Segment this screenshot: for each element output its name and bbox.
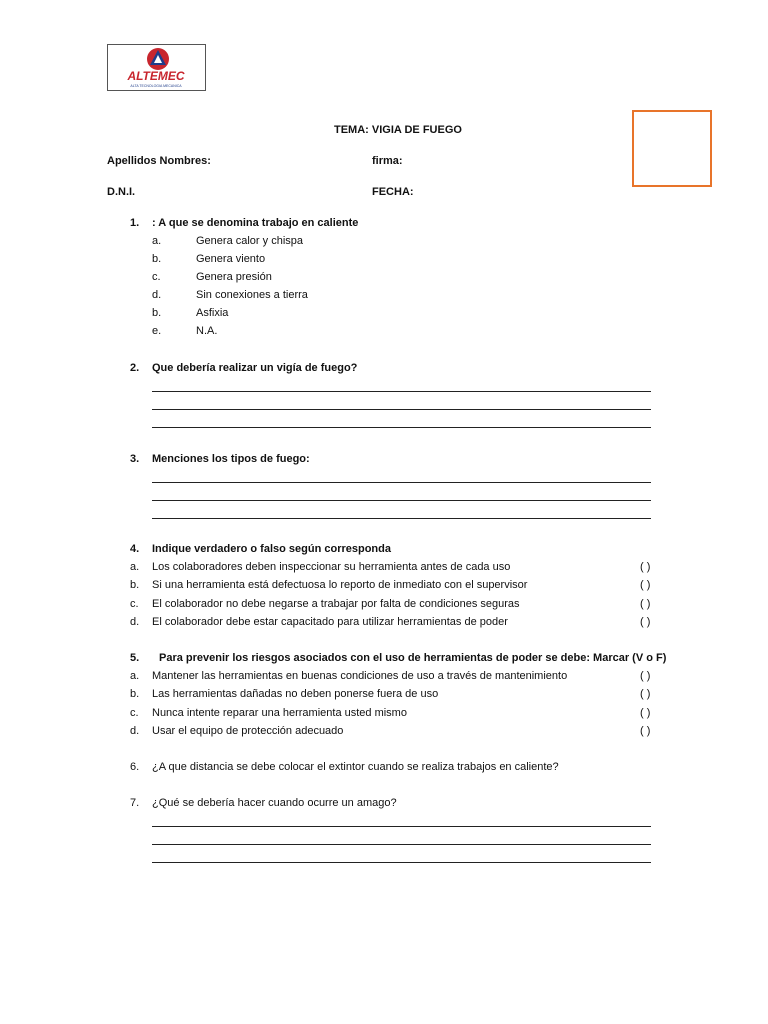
item-text: El colaborador debe estar capacitado para utilizar herramientas de poder bbox=[152, 616, 508, 628]
item-letter: b. bbox=[130, 688, 140, 700]
item-text: Si una herramienta está defectuosa lo reporto de inmediato con el supervisor bbox=[152, 579, 528, 591]
option-letter: d. bbox=[152, 289, 162, 301]
question-text: Que debería realizar un vigía de fuego? bbox=[152, 362, 358, 374]
answer-line[interactable] bbox=[152, 518, 651, 519]
option-letter: a. bbox=[152, 235, 162, 247]
answer-mark[interactable]: ( ) bbox=[640, 561, 651, 573]
company-logo bbox=[107, 44, 206, 91]
answer-line[interactable] bbox=[152, 482, 651, 483]
answer-mark[interactable]: ( ) bbox=[640, 670, 651, 682]
question-number: 2. bbox=[130, 362, 140, 374]
question-number: 7. bbox=[130, 797, 140, 809]
option-text: Genera viento bbox=[196, 253, 266, 265]
answer-line[interactable] bbox=[152, 844, 651, 845]
question-number: 4. bbox=[130, 543, 140, 555]
date-label: FECHA: bbox=[372, 186, 414, 198]
option-letter: c. bbox=[152, 271, 161, 283]
item-letter: d. bbox=[130, 725, 140, 737]
question-number: 5. bbox=[130, 652, 140, 664]
answer-mark[interactable]: ( ) bbox=[640, 616, 651, 628]
answer-line[interactable] bbox=[152, 500, 651, 501]
option-text: Asfixia bbox=[196, 307, 229, 319]
altemec-emblem-icon bbox=[108, 45, 205, 90]
item-letter: d. bbox=[130, 616, 140, 628]
item-text: Mantener las herramientas en buenas condiciones de uso a través de mantenimiento bbox=[152, 670, 568, 682]
page-title: TEMA: VIGIA DE FUEGO bbox=[334, 124, 462, 136]
item-letter: b. bbox=[130, 579, 140, 591]
answer-line[interactable] bbox=[152, 862, 651, 863]
option-letter: b. bbox=[152, 253, 162, 265]
answer-line[interactable] bbox=[152, 826, 651, 827]
item-letter: c. bbox=[130, 707, 139, 719]
answer-mark[interactable]: ( ) bbox=[640, 707, 651, 719]
item-text: Las herramientas dañadas no deben ponerse fuera de uso bbox=[152, 688, 439, 700]
question-number: 3. bbox=[130, 453, 140, 465]
question-text: Indique verdadero o falso según corresponda bbox=[152, 543, 391, 555]
signature-label: firma: bbox=[372, 155, 403, 167]
dni-label: D.N.I. bbox=[107, 186, 136, 198]
question-text: : A que se denomina trabajo en caliente bbox=[152, 217, 359, 229]
item-letter: a. bbox=[130, 670, 140, 682]
option-letter: e. bbox=[152, 325, 162, 337]
item-text: Usar el equipo de protección adecuado bbox=[152, 725, 344, 737]
answer-line[interactable] bbox=[152, 391, 651, 392]
question-text: ¿A que distancia se debe colocar el extintor cuando se realiza trabajos en caliente? bbox=[152, 761, 559, 773]
question-text: ¿Qué se debería hacer cuando ocurre un amago? bbox=[152, 797, 397, 809]
item-text: Los colaboradores deben inspeccionar su herramienta antes de cada uso bbox=[152, 561, 511, 573]
item-letter: a. bbox=[130, 561, 140, 573]
answer-line[interactable] bbox=[152, 427, 651, 428]
photo-box bbox=[632, 110, 712, 187]
item-letter: c. bbox=[130, 598, 139, 610]
option-text: Genera presión bbox=[196, 271, 272, 283]
logo-tagline: ALTA TECNOLOGIA MECANICA bbox=[130, 84, 182, 88]
answer-mark[interactable]: ( ) bbox=[640, 688, 651, 700]
item-text: El colaborador no debe negarse a trabajar por falta de condiciones seguras bbox=[152, 598, 520, 610]
option-text: Genera calor y chispa bbox=[196, 235, 303, 247]
answer-mark[interactable]: ( ) bbox=[640, 579, 651, 591]
answer-mark[interactable]: ( ) bbox=[640, 725, 651, 737]
option-text: Sin conexiones a tierra bbox=[196, 289, 308, 301]
name-label: Apellidos Nombres: bbox=[107, 155, 211, 167]
question-number: 6. bbox=[130, 761, 140, 773]
logo-brand-text: ALTEMEC bbox=[127, 69, 185, 83]
option-text: N.A. bbox=[196, 325, 218, 337]
answer-mark[interactable]: ( ) bbox=[640, 598, 651, 610]
item-text: Nunca intente reparar una herramienta usted mismo bbox=[152, 707, 407, 719]
question-text: Para prevenir los riesgos asociados con el uso de herramientas de poder se debe: Marcar (V o F) bbox=[159, 652, 667, 664]
answer-line[interactable] bbox=[152, 409, 651, 410]
question-number: 1. bbox=[130, 217, 140, 229]
option-letter: b. bbox=[152, 307, 162, 319]
question-text: Menciones los tipos de fuego: bbox=[152, 453, 310, 465]
